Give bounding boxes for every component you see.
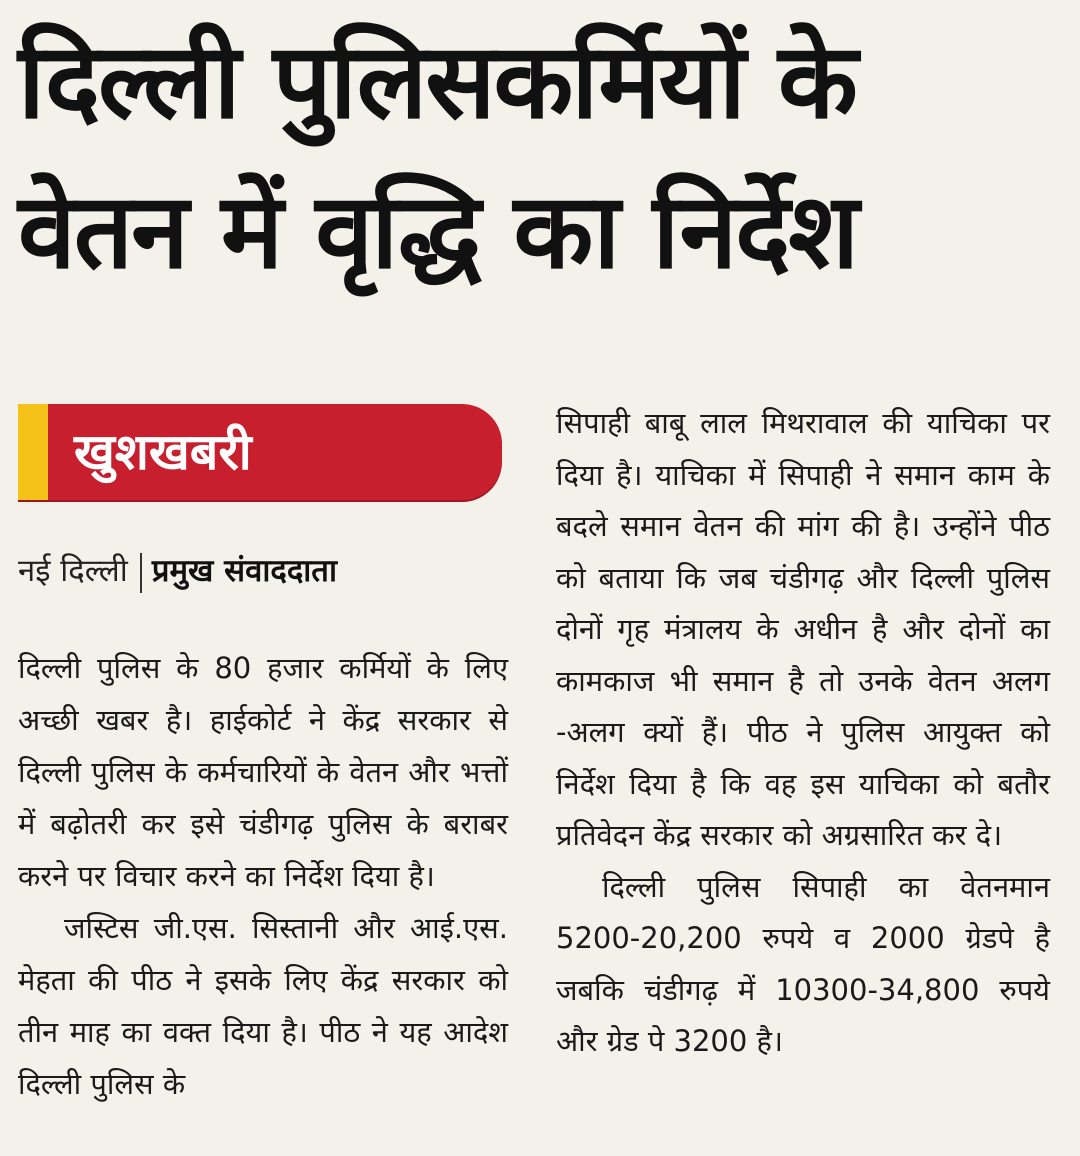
headline-line-1: दिल्ली पुलिसकर्मियों के bbox=[18, 20, 856, 142]
right-paragraph-2: दिल्ली पुलिस सिपाही का वेतनमान 5200-20,200 रुपये व 2000 ग्रेडपे है जबकि चंडीगढ़ में 10300-34,800 रुपये और ग्रेड पे 3200 है। bbox=[556, 869, 1050, 1058]
headline-line-2: वेतन में वृद्धि का निर्देश bbox=[18, 170, 858, 292]
left-paragraph-2: जस्टिस जी.एस. सिस्तानी और आई.एस. मेहता की पीठ ने इसके लिए केंद्र सरकार को तीन माह का वक्त दिया है। पीठ ने यह आदेश दिल्ली पुलिस के bbox=[18, 911, 508, 1101]
byline-author: प्रमुख संवाददाता bbox=[151, 553, 338, 589]
left-paragraph-1: दिल्ली पुलिस के 80 हजार कर्मियों के लिए अच्छी खबर है। हाईकोर्ट ने केंद्र सरकार से दिल्ली पुलिस के कर्मचारियों के वेतन और भत्तों में बढ़ोतरी कर इसे चंडीगढ़ पुलिस के बराबर करने पर विचार करने का निर्देश दिया है। bbox=[18, 651, 508, 893]
byline-separator bbox=[140, 553, 142, 593]
article-column-left bbox=[18, 642, 508, 1110]
tag-label: खुशखबरी bbox=[74, 423, 252, 481]
headline bbox=[18, 6, 1068, 306]
right-paragraph-1: सिपाही बाबू लाल मिथरावाल की याचिका पर दिया है। याचिका में सिपाही ने समान काम के बदले समान वेतन की मांग की है। उन्होंने पीठ को बताया कि जब चंडीगढ़ और दिल्ली पुलिस दोनों गृह मंत्रालय के अधीन है और दोनों का कामकाज भी समान है तो उनके वेतन अलग -अलग क्यों हैं। पीठ ने पुलिस आयुक्त को निर्देश दिया है कि वह इस याचिका को बतौर प्रतिवेदन केंद्र सरकार को अग्रसारित कर दे। bbox=[556, 406, 1050, 852]
article-column-right bbox=[556, 398, 1050, 1068]
byline bbox=[18, 546, 337, 596]
tag-accent-bar bbox=[18, 404, 48, 500]
byline-place: नई दिल्ली bbox=[18, 553, 128, 589]
news-tag-banner bbox=[18, 404, 502, 500]
